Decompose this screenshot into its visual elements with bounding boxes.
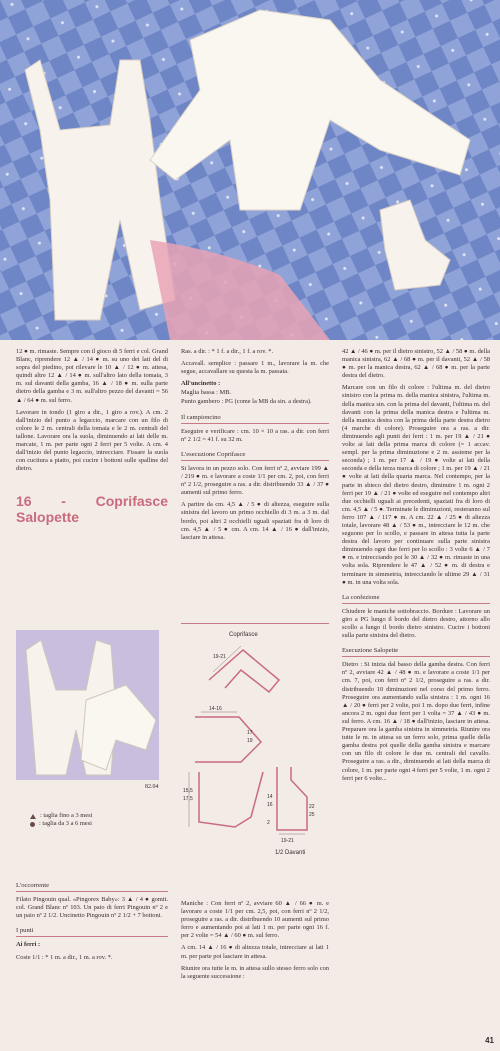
text-paragraph: Chiudere le maniche sottobraccio. Bordure : Lavorare un giro a PG lungo il bordo del dietro destro, attorno allo scollo a lungo il bordo dietro sinistro. Cucire i bottoni sulla parte sinistra del dietro. <box>342 607 490 640</box>
legend-row <box>30 820 92 828</box>
column-3 <box>342 348 490 787</box>
pattern-schema <box>181 622 329 862</box>
measure-label: 19 <box>247 738 253 744</box>
schema-label: 1/2 Davanti <box>275 850 306 856</box>
text-paragraph: Lavorare in tondo (1 giro a dir., 1 giro a rov.). A cm. 2 dall'inizio del punto a legaccio, marcare con un filo di colore le 2 m. centrali della tomaia e le 2 m. centrali del tallone. Lavorare ora la suola, diminuendo ai lati delle m. marcate, 1 m. per parte ogni 2 ferri per 5 volte. A cm. 4 dall'inizio del punto legaccio, intrecciare. Fissare la suola con cucitura a piatto, poi cucire i bottoni sulle spalline del dietro. <box>16 408 168 473</box>
section-heading: I punti <box>16 926 168 937</box>
schema-title: Coprifasce <box>229 632 258 638</box>
text-paragraph: Filato Pingouin qual. «Pingorex Baby»: 3 ▲ / 4 ● gomit. col. Grand Blanc nº 103. Un paio di ferri Pingouin nº 2 e un paio nº 2 1/2. Uncinetto Pingouin nº 2 1/2 + 7 bottoni. <box>16 896 168 920</box>
product-photo <box>0 0 500 340</box>
text-paragraph: 42 ▲ / 46 ● m. per il dietro sinistro, 52 ▲ / 58 ● m. della manica sinistra, 62 ▲ / 68 ● m. per il davanti, 52 ▲ / 58 ● m. per la manica destra, 62 ▲ / 68 ● m. per la parte destra del dietro. <box>342 348 490 380</box>
legend-label: : taglia da 3 a 6 mesi <box>39 820 92 827</box>
text-paragraph: Maglia bassa : MB. <box>181 389 232 397</box>
photo-code: 82.04 <box>145 784 159 790</box>
text-paragraph: Ai ferri : <box>16 941 41 949</box>
text-paragraph: Punto gambero : PG (come la MB da sin. a destra). <box>181 398 312 406</box>
column-2-bottom <box>181 900 329 985</box>
thumbnail-photo <box>16 630 159 780</box>
section-heading: L'occorrente <box>16 881 168 892</box>
section-heading: L'esecuzione Coprifasce <box>181 450 329 461</box>
text-paragraph: Marcare con un filo di colore : l'ultima m. del dietro sinistro con la prima m. della manica sinistra, l'ultima m. della manica sin. con la prima del davanti, l'ultima m. del davanti con la prima della manica destra e l'ultima m. della manica destra con la prima della parte destra dietro (4 marche di colore). Proseguire ora a ras. a dir. diminuendo agli punti dei ferri : 1 m. per 19 ▲ / 21 ● volte ai lati della prima marca di colore (= 1 accav. sempl. per la prima diminuzione e 2 m. assieme per la seconda) ; 1 m. per 17 ▲ / 19 ● volte ai lati della seconda e della terza marca di colore ; 1 m. per 19 ▲ / 21 ● volte ai lati della quarta marca. Nel contempo, per la parte in sbieco del dietro destro, diminuire 1 m. ogni 2 ferri per 19 ▲ / 21 ● volte ed eseguire nel contempo altri due occhielli uguali ai precedenti, spaziati fra di loro di cm. 4,5 ▲ / 5 ●. Terminate le diminuzioni, resteranno sul ferro 107 ▲ / 117 ● m. A cm. 22 ▲ / 25 ● di altezza totale, lavorare 48 ▲ / 53 ● m., intrecciare le 12 m. che seguono per lo scollo, e passare in attesa tutta la parte destra del lavoro per continuare sulla parte sinistra diminuendo ogni due ferri per lo scollo : 3 volte 6 ▲ / 7 ● m. e intrecciando poi le 30 ▲ / 32 ● m. rimaste in una volta sola. Riprendere le 47 ▲ / 52 ● m. di destra e terminare in simmetria, intrecciando le ultime 29 ▲ / 31 ● m. in una volta sola. <box>342 384 490 586</box>
section-heading: Il campioncino <box>181 413 329 424</box>
legend-label: : taglia fino a 3 mesi <box>40 812 93 819</box>
triangle-icon <box>30 814 36 819</box>
column-2 <box>181 348 329 546</box>
text-paragraph: A cm. 14 ▲ / 16 ● di altezza totale, intrecciare ai lati 1 m. per parte poi lasciare in attesa. <box>181 944 329 960</box>
measure-label: 19-21 <box>213 654 226 660</box>
measure-label: 17 <box>247 730 253 736</box>
measure-label: 15,5 <box>183 788 193 794</box>
pattern-page <box>0 340 500 1051</box>
measure-label: 22 <box>309 804 315 810</box>
text-paragraph: 12 ● m. rimaste. Sempre con il gioco di 5 ferri e col. Grand Blanc, riprendere 12 ▲ / 14 ● m. su uno dei lati del di sopra del piedino, poi rilevare le 10 ▲ / 12 ● m. attesa, quindi altre 12 ▲ / 14 ● m. sull'altro lato della tomaia, 3 m. sul davanti della gamba, 16 ▲ / 18 ● m. sulla parte dietro della gamba e 3 m. sull'altro pezzo del davanti = 56 ▲ / 64 ● m. sul ferro. <box>16 348 168 404</box>
measure-label: 19-21 <box>281 838 294 844</box>
section-heading: La confezione <box>342 593 490 604</box>
size-legend <box>30 812 92 828</box>
measure-label: 14 <box>267 794 273 800</box>
text-paragraph: Si lavora in un pezzo solo. Con ferri nº 2, avviare 199 ▲ / 219 ● m. e lavorare a coste 1/1 per cm. 2, poi, con ferri nº 2 1/2, proseguire a ras. a dir. distribuendo 33 ▲ / 37 ● aumenti sul primo ferro. <box>181 464 329 497</box>
text-paragraph: A partire da cm. 4,5 ▲ / 5 ● di altezza, eseguire sulla sinistra del lavoro un primo occhiello di 3 m. a 3 m. dal bordo, poi altri 2 occhielli uguali spaziati fra di loro di cm. 4,5 ▲ / 5 ● cm. A cm. 14 ▲ / 16 ● dall'inizio, lasciare in attesa. <box>181 501 329 541</box>
page-number: 41 <box>485 1036 494 1045</box>
pattern-title: 16 - Coprifasce Salopette <box>16 493 168 526</box>
section-heading: Esecuzione Salopette <box>342 646 490 657</box>
measure-label: 25 <box>309 812 315 818</box>
column-1-bottom <box>16 875 168 966</box>
text-paragraph: Dietro : Si inizia dal basso della gamba destra. Con ferri nº 2, avviare 42 ▲ / 48 ● m. e lavorare a coste 1/1 per cm. 7, poi, con ferri nº 2 1/2, proseguire a ras. a dir. distribuendo 10 diminuzioni nel corso del primo ferro. Proseguire ora aumentando sulla sinistra : 1 m. ogni 16 ▲ / 20 ● ferri per 2 volte, poi 1 m. dopo due ferri, infine ancora 2 m. ogni due ferri per 1 volta = 37 ▲ / 43 ● m. sul ferro. A cm. 16 ▲ / 18 ● dall'inizio, lasciare in attesa. Preparare ora la gamba sinistra in simmetria. Riunire ora tutte le m. in attesa su un ferro solo, prima quelle della gamba destra poi quelle della gamba sinistra e marcare con un filo di colore le due m. centrali del cavallo. Proseguire a ras. a dir., diminuendo ai lati della marca di colore, 1 m. per parte ogni 4 ferri per 5 volte, 1 m. ogni 2 ferri per 6 volte... <box>342 661 490 782</box>
measure-label: 14-16 <box>209 706 222 712</box>
legend-row <box>30 812 92 820</box>
text-paragraph: Accavall. semplice : passare 1 m., lavorare la m. che segue, accavallare su questa la m. passata. <box>181 360 329 376</box>
text-paragraph: Eseguire e verificare : cm. 10 × 10 a ras. a dir. con ferri nº 2 1/2 = 41 f. su 32 m. <box>181 427 329 443</box>
text-paragraph: Riunire ora tutte le m. in attesa sullo stesso ferro solo con la seguente successione : <box>181 964 329 980</box>
measure-label: 17,5 <box>183 796 193 802</box>
text-paragraph: Coste 1/1 : * 1 m. a dir., 1 m. a rov. *. <box>16 953 113 961</box>
text-paragraph: All'uncinetto : <box>181 380 221 388</box>
text-paragraph: Maniche : Con ferri nº 2, avviare 60 ▲ / 66 ● m. e lavorare a coste 1/1 per cm. 2,5, poi, con ferri nº 2 1/2, proseguire a ras. a dir. distribuendo 10 aumenti sul primo ferro e aumentando poi ai lati 1 m. per parte ogni 16 f. per 2 volte = 54 ▲ / 60 ● m. sul ferro. <box>181 900 329 940</box>
measure-label: 2 <box>267 820 270 826</box>
column-1 <box>16 348 168 525</box>
dot-icon <box>30 822 35 827</box>
measure-label: 16 <box>267 802 273 808</box>
text-paragraph: Ras. a dir. : * 1 f. a dir., 1 f. a rov. *. <box>181 348 274 355</box>
